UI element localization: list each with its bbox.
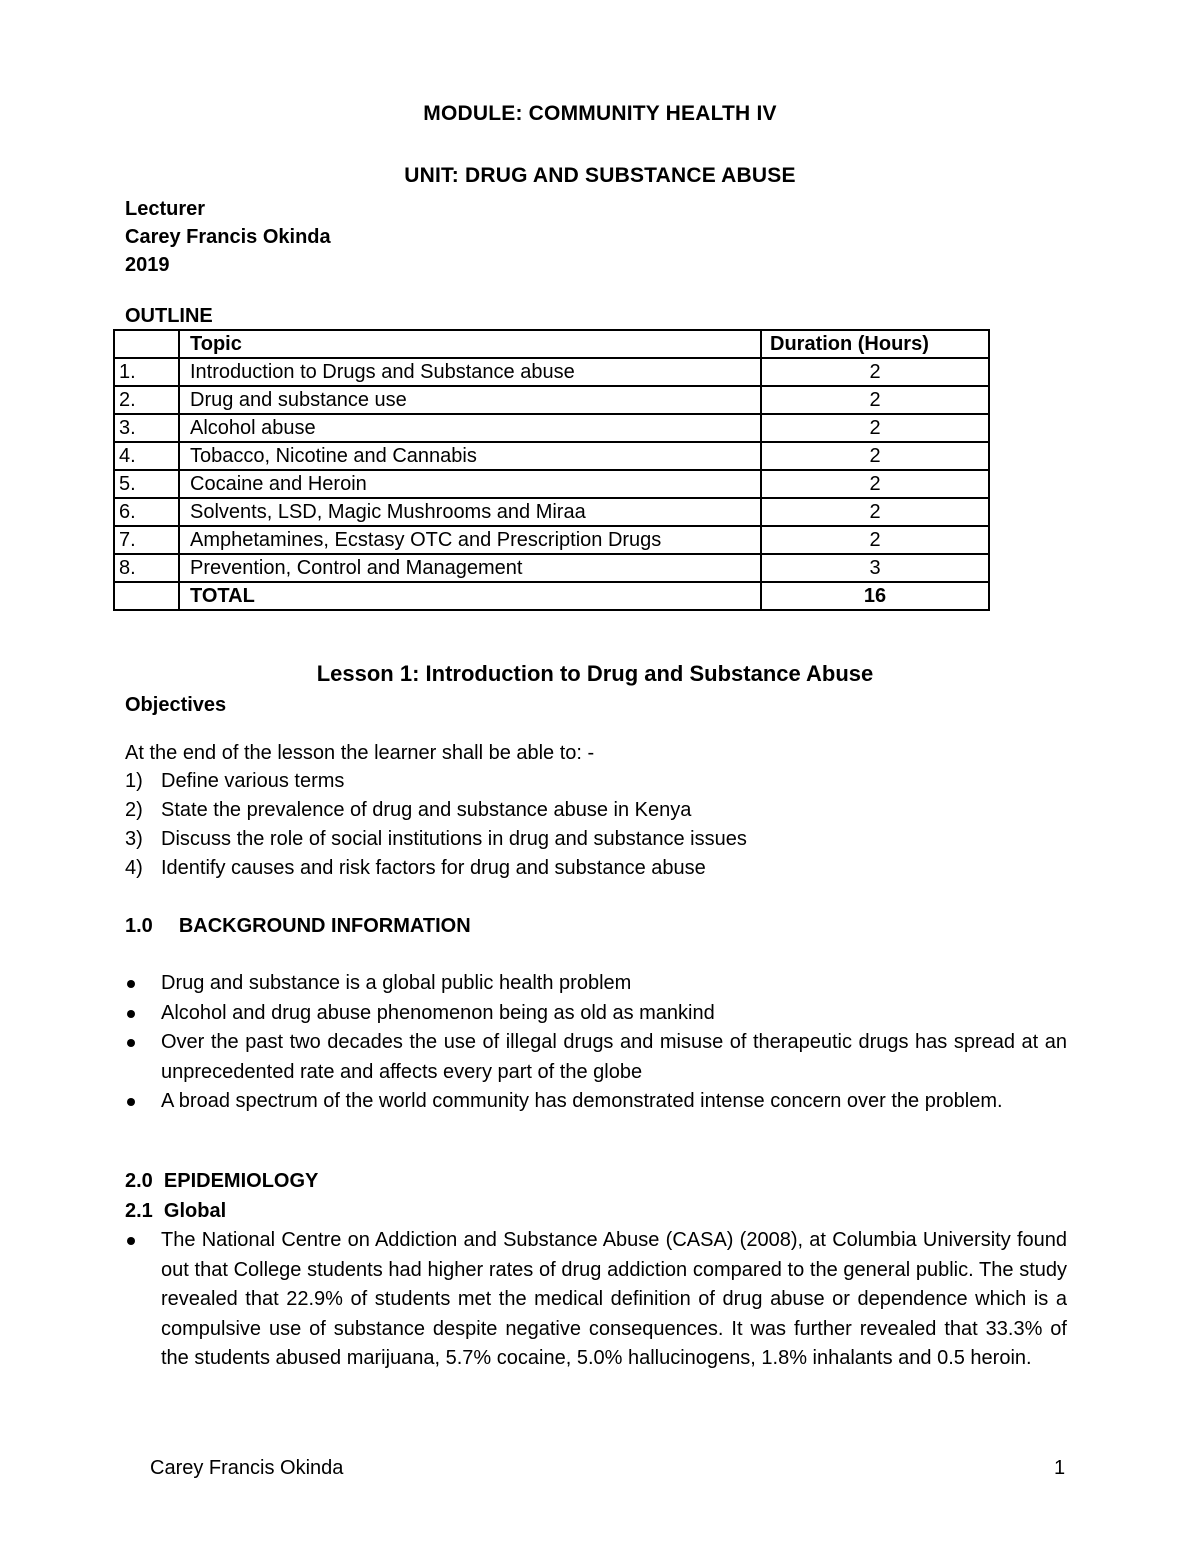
item-text: Define various terms xyxy=(161,770,345,792)
total-hours: 16 xyxy=(761,582,989,610)
lecturer-name: Carey Francis Okinda xyxy=(125,226,331,248)
section-title: BACKGROUND INFORMATION xyxy=(178,915,471,937)
bullet-icon xyxy=(127,1237,135,1245)
list-item xyxy=(125,796,747,825)
row-hours: 2 xyxy=(761,470,989,498)
column-header-duration: Duration (Hours) xyxy=(761,330,989,358)
row-number: 8. xyxy=(114,554,179,582)
row-number: 5. xyxy=(114,470,179,498)
row-topic: Alcohol abuse xyxy=(179,414,761,442)
background-bullet-list xyxy=(125,969,1067,1117)
table-total-row xyxy=(114,582,989,610)
total-row-empty xyxy=(114,582,179,610)
row-topic: Tobacco, Nicotine and Cannabis xyxy=(179,442,761,470)
bullet-text: Drug and substance is a global public health problem xyxy=(161,972,632,994)
row-topic: Introduction to Drugs and Substance abuse xyxy=(179,358,761,386)
bullet-text: Over the past two decades the use of illegal drugs and misuse of therapeutic drugs has spread at an unprecedented rate and affects every part of the globe xyxy=(161,1031,1067,1083)
column-header-topic: Topic xyxy=(179,330,761,358)
outline-table xyxy=(113,329,990,611)
item-number: 2) xyxy=(125,799,143,821)
row-topic: Drug and substance use xyxy=(179,386,761,414)
item-text: Identify causes and risk factors for drug and substance abuse xyxy=(161,857,706,879)
bullet-text: A broad spectrum of the world community has demonstrated intense concern over the problem. xyxy=(161,1090,1003,1112)
row-topic: Amphetamines, Ecstasy OTC and Prescription Drugs xyxy=(179,526,761,554)
row-hours: 2 xyxy=(761,442,989,470)
unit-title: UNIT: DRUG AND SUBSTANCE ABUSE xyxy=(404,164,796,187)
section-heading-background xyxy=(125,912,471,940)
table-row xyxy=(114,386,989,414)
row-number: 1. xyxy=(114,358,179,386)
row-topic: Cocaine and Heroin xyxy=(179,470,761,498)
list-item xyxy=(125,999,1067,1029)
row-hours: 2 xyxy=(761,526,989,554)
objectives-list xyxy=(125,767,747,883)
bullet-text: The National Centre on Addiction and Substance Abuse (CASA) (2008), at Columbia University found out that College students had higher rates of drug addiction compared to the general public. The study revealed that 22.9% of students met the medical definition of drug abuse or dependence which is a compulsive use of substance despite negative consequences. It was further revealed that 33.3% of the students abused marijuana, 5.7% cocaine, 5.0% hallucinogens, 1.8% inhalants and 0.5 heroin. xyxy=(161,1229,1067,1369)
table-row xyxy=(114,470,989,498)
row-hours: 3 xyxy=(761,554,989,582)
row-hours: 2 xyxy=(761,498,989,526)
row-number: 6. xyxy=(114,498,179,526)
bullet-icon xyxy=(127,1098,135,1106)
page-number: 1 xyxy=(1054,1457,1066,1479)
item-number: 3) xyxy=(125,828,143,850)
table-row xyxy=(114,526,989,554)
row-hours: 2 xyxy=(761,386,989,414)
lecturer-block xyxy=(125,195,331,279)
row-number: 7. xyxy=(114,526,179,554)
lesson-title: Lesson 1: Introduction to Drug and Substance Abuse xyxy=(316,661,874,686)
footer-author: Carey Francis Okinda xyxy=(150,1457,344,1479)
row-number: 2. xyxy=(114,386,179,414)
subsection-heading-global: 2.1 Global xyxy=(125,1200,227,1222)
list-item xyxy=(125,1226,1067,1374)
list-item xyxy=(125,854,747,883)
lecturer-year: 2019 xyxy=(125,254,170,276)
table-row xyxy=(114,414,989,442)
row-topic: Solvents, LSD, Magic Mushrooms and Miraa xyxy=(179,498,761,526)
objectives-heading: Objectives xyxy=(125,694,227,716)
row-topic: Prevention, Control and Management xyxy=(179,554,761,582)
column-header-number xyxy=(114,330,179,358)
item-text: Discuss the role of social institutions in drug and substance issues xyxy=(161,828,747,850)
row-hours: 2 xyxy=(761,358,989,386)
objectives-intro: At the end of the lesson the learner shall be able to: - xyxy=(125,742,595,764)
table-row xyxy=(114,554,989,582)
total-label: TOTAL xyxy=(179,582,761,610)
table-row xyxy=(114,442,989,470)
item-number: 1) xyxy=(125,770,143,792)
bullet-icon xyxy=(127,980,135,988)
list-item xyxy=(125,969,1067,999)
list-item xyxy=(125,767,747,796)
row-hours: 2 xyxy=(761,414,989,442)
epidemiology-bullet-list xyxy=(125,1226,1067,1374)
table-row xyxy=(114,498,989,526)
bullet-text: Alcohol and drug abuse phenomenon being as old as mankind xyxy=(161,1001,715,1024)
list-item xyxy=(125,1087,1067,1117)
section-heading-epidemiology: 2.0 EPIDEMIOLOGY xyxy=(125,1170,319,1192)
lecturer-label: Lecturer xyxy=(125,198,206,220)
table-row xyxy=(114,358,989,386)
outline-heading: OUTLINE xyxy=(125,305,213,327)
bullet-icon xyxy=(127,1039,135,1047)
list-item xyxy=(125,825,747,854)
list-item xyxy=(125,1028,1067,1087)
item-text: State the prevalence of drug and substance abuse in Kenya xyxy=(161,799,692,821)
module-title: MODULE: COMMUNITY HEALTH IV xyxy=(423,102,777,125)
table-header-row xyxy=(114,330,989,358)
item-number: 4) xyxy=(125,857,143,879)
row-number: 4. xyxy=(114,442,179,470)
bullet-icon xyxy=(127,1010,135,1018)
section-number: 1.0 xyxy=(125,915,153,937)
row-number: 3. xyxy=(114,414,179,442)
